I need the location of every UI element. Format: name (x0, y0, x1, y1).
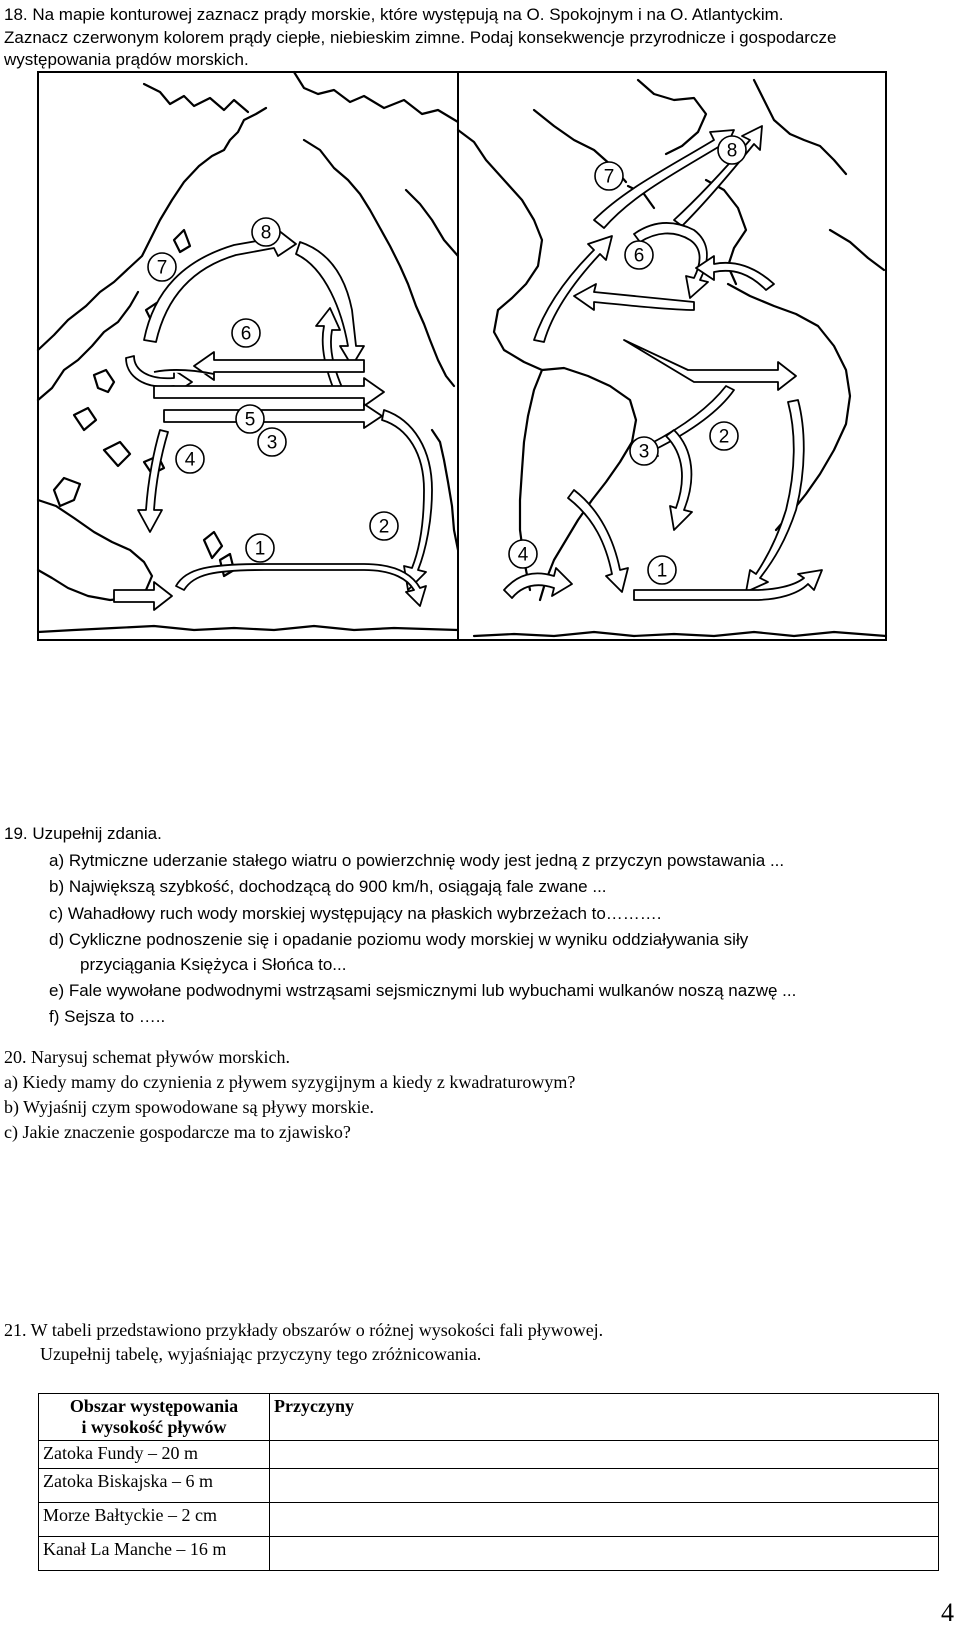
pacific-label-4 (176, 445, 204, 473)
svg-text:8: 8 (726, 140, 738, 162)
atlantic-label-6 (625, 241, 653, 269)
pacific-label-1 (246, 534, 274, 562)
task20-title: 20. Narysuj schemat pływów morskich. (4, 1047, 290, 1067)
atlantic-label-1 (648, 556, 676, 584)
pacific-map (38, 72, 458, 640)
atlantic-label-7 (595, 162, 623, 190)
table-cell-area: Morze Bałtyckie – 2 cm (39, 1503, 270, 1537)
pacific-label-7 (148, 253, 176, 281)
pacific-label-6 (232, 319, 260, 347)
svg-text:4: 4 (517, 544, 529, 566)
task18-line1: 18. Na mapie konturowej zaznacz prądy morskie, które występują na O. Spokojnym i na O. Atlantyckim. (4, 5, 784, 24)
task19-title: 19. Uzupełnij zdania. (4, 824, 162, 843)
pacific-label-2 (370, 512, 398, 540)
task20-question-b: b) Wyjaśnij czym spowodowane są pływy morskie. (4, 1097, 375, 1117)
table-cell-reason[interactable] (270, 1469, 939, 1503)
pacific-label-5 (236, 405, 264, 433)
svg-text:1: 1 (656, 560, 668, 582)
task20-question-c: c) Jakie znaczenie gospodarcze ma to zjawisko? (4, 1122, 351, 1142)
table-cell-area: Kanał La Manche – 16 m (39, 1537, 270, 1571)
table-cell-reason[interactable] (270, 1441, 939, 1469)
atlantic-label-8 (718, 136, 746, 164)
svg-text:7: 7 (603, 166, 615, 188)
task19-item-a: a) Rytmiczne uderzanie stałego wiatru o powierzchnię wody jest jedną z przyczyn powstawania ... (49, 851, 785, 870)
page-number: 4 (941, 1598, 954, 1627)
pacific-label-8 (252, 218, 280, 246)
table-header-area: Obszar występowania i wysokość pływów (39, 1394, 270, 1441)
table-row (39, 1537, 939, 1571)
table-header-reasons: Przyczyny (270, 1394, 939, 1441)
table-row (39, 1503, 939, 1537)
svg-text:6: 6 (633, 245, 645, 267)
task18-line3: występowania prądów morskich. (4, 50, 249, 69)
atlantic-label-3 (630, 437, 658, 465)
task18-line2: Zaznacz czerwonym kolorem prądy ciepłe, niebieskim zimne. Podaj konsekwencje przyrodnicze i gospodarcze (4, 28, 837, 47)
task19-item-f: f) Sejsza to ….. (49, 1007, 166, 1026)
task20-question-a: a) Kiedy mamy do czynienia z pływem syzygijnym a kiedy z kwadraturowym? (4, 1072, 576, 1092)
ocean-currents-maps (34, 70, 888, 642)
table-cell-area: Zatoka Biskajska – 6 m (39, 1469, 270, 1503)
table-row (39, 1441, 939, 1469)
svg-text:3: 3 (266, 432, 278, 454)
pacific-label-3 (258, 428, 286, 456)
svg-text:1: 1 (254, 538, 266, 560)
task19-item-c: c) Wahadłowy ruch wody morskiej występujący na płaskich wybrzeżach to………. (49, 904, 662, 923)
svg-text:6: 6 (240, 323, 252, 345)
svg-text:2: 2 (718, 426, 730, 448)
task19-item-d-line1: d) Cykliczne podnoszenie się i opadanie poziomu wody morskiej w wyniku oddziaływania siły (49, 930, 749, 949)
task21-line1: 21. W tabeli przedstawiono przykłady obszarów o różnej wysokości fali pływowej. (4, 1320, 604, 1340)
atlantic-label-4 (509, 540, 537, 568)
task19-item-e: e) Fale wywołane podwodnymi wstrząsami sejsmicznymi lub wybuchami wulkanów noszą nazwę ... (49, 981, 797, 1000)
table-cell-area: Zatoka Fundy – 20 m (39, 1441, 270, 1469)
task21-line2: Uzupełnij tabelę, wyjaśniając przyczyny tego zróżnicowania. (40, 1344, 482, 1364)
svg-text:4: 4 (184, 449, 196, 471)
table-header-row (39, 1394, 939, 1441)
task19-item-d-line2: przyciągania Księżyca i Słońca to... (80, 955, 347, 974)
svg-text:3: 3 (638, 441, 650, 463)
table-cell-reason[interactable] (270, 1537, 939, 1571)
table-cell-reason[interactable] (270, 1503, 939, 1537)
atlantic-map (458, 72, 886, 640)
svg-text:8: 8 (260, 222, 272, 244)
tides-table (38, 1393, 939, 1571)
atlantic-label-2 (710, 422, 738, 450)
svg-text:7: 7 (156, 257, 168, 279)
svg-text:2: 2 (378, 516, 390, 538)
task19-item-b: b) Największą szybkość, dochodzącą do 900 km/h, osiągają fale zwane ... (49, 877, 607, 896)
table-row (39, 1469, 939, 1503)
svg-text:5: 5 (244, 409, 256, 431)
